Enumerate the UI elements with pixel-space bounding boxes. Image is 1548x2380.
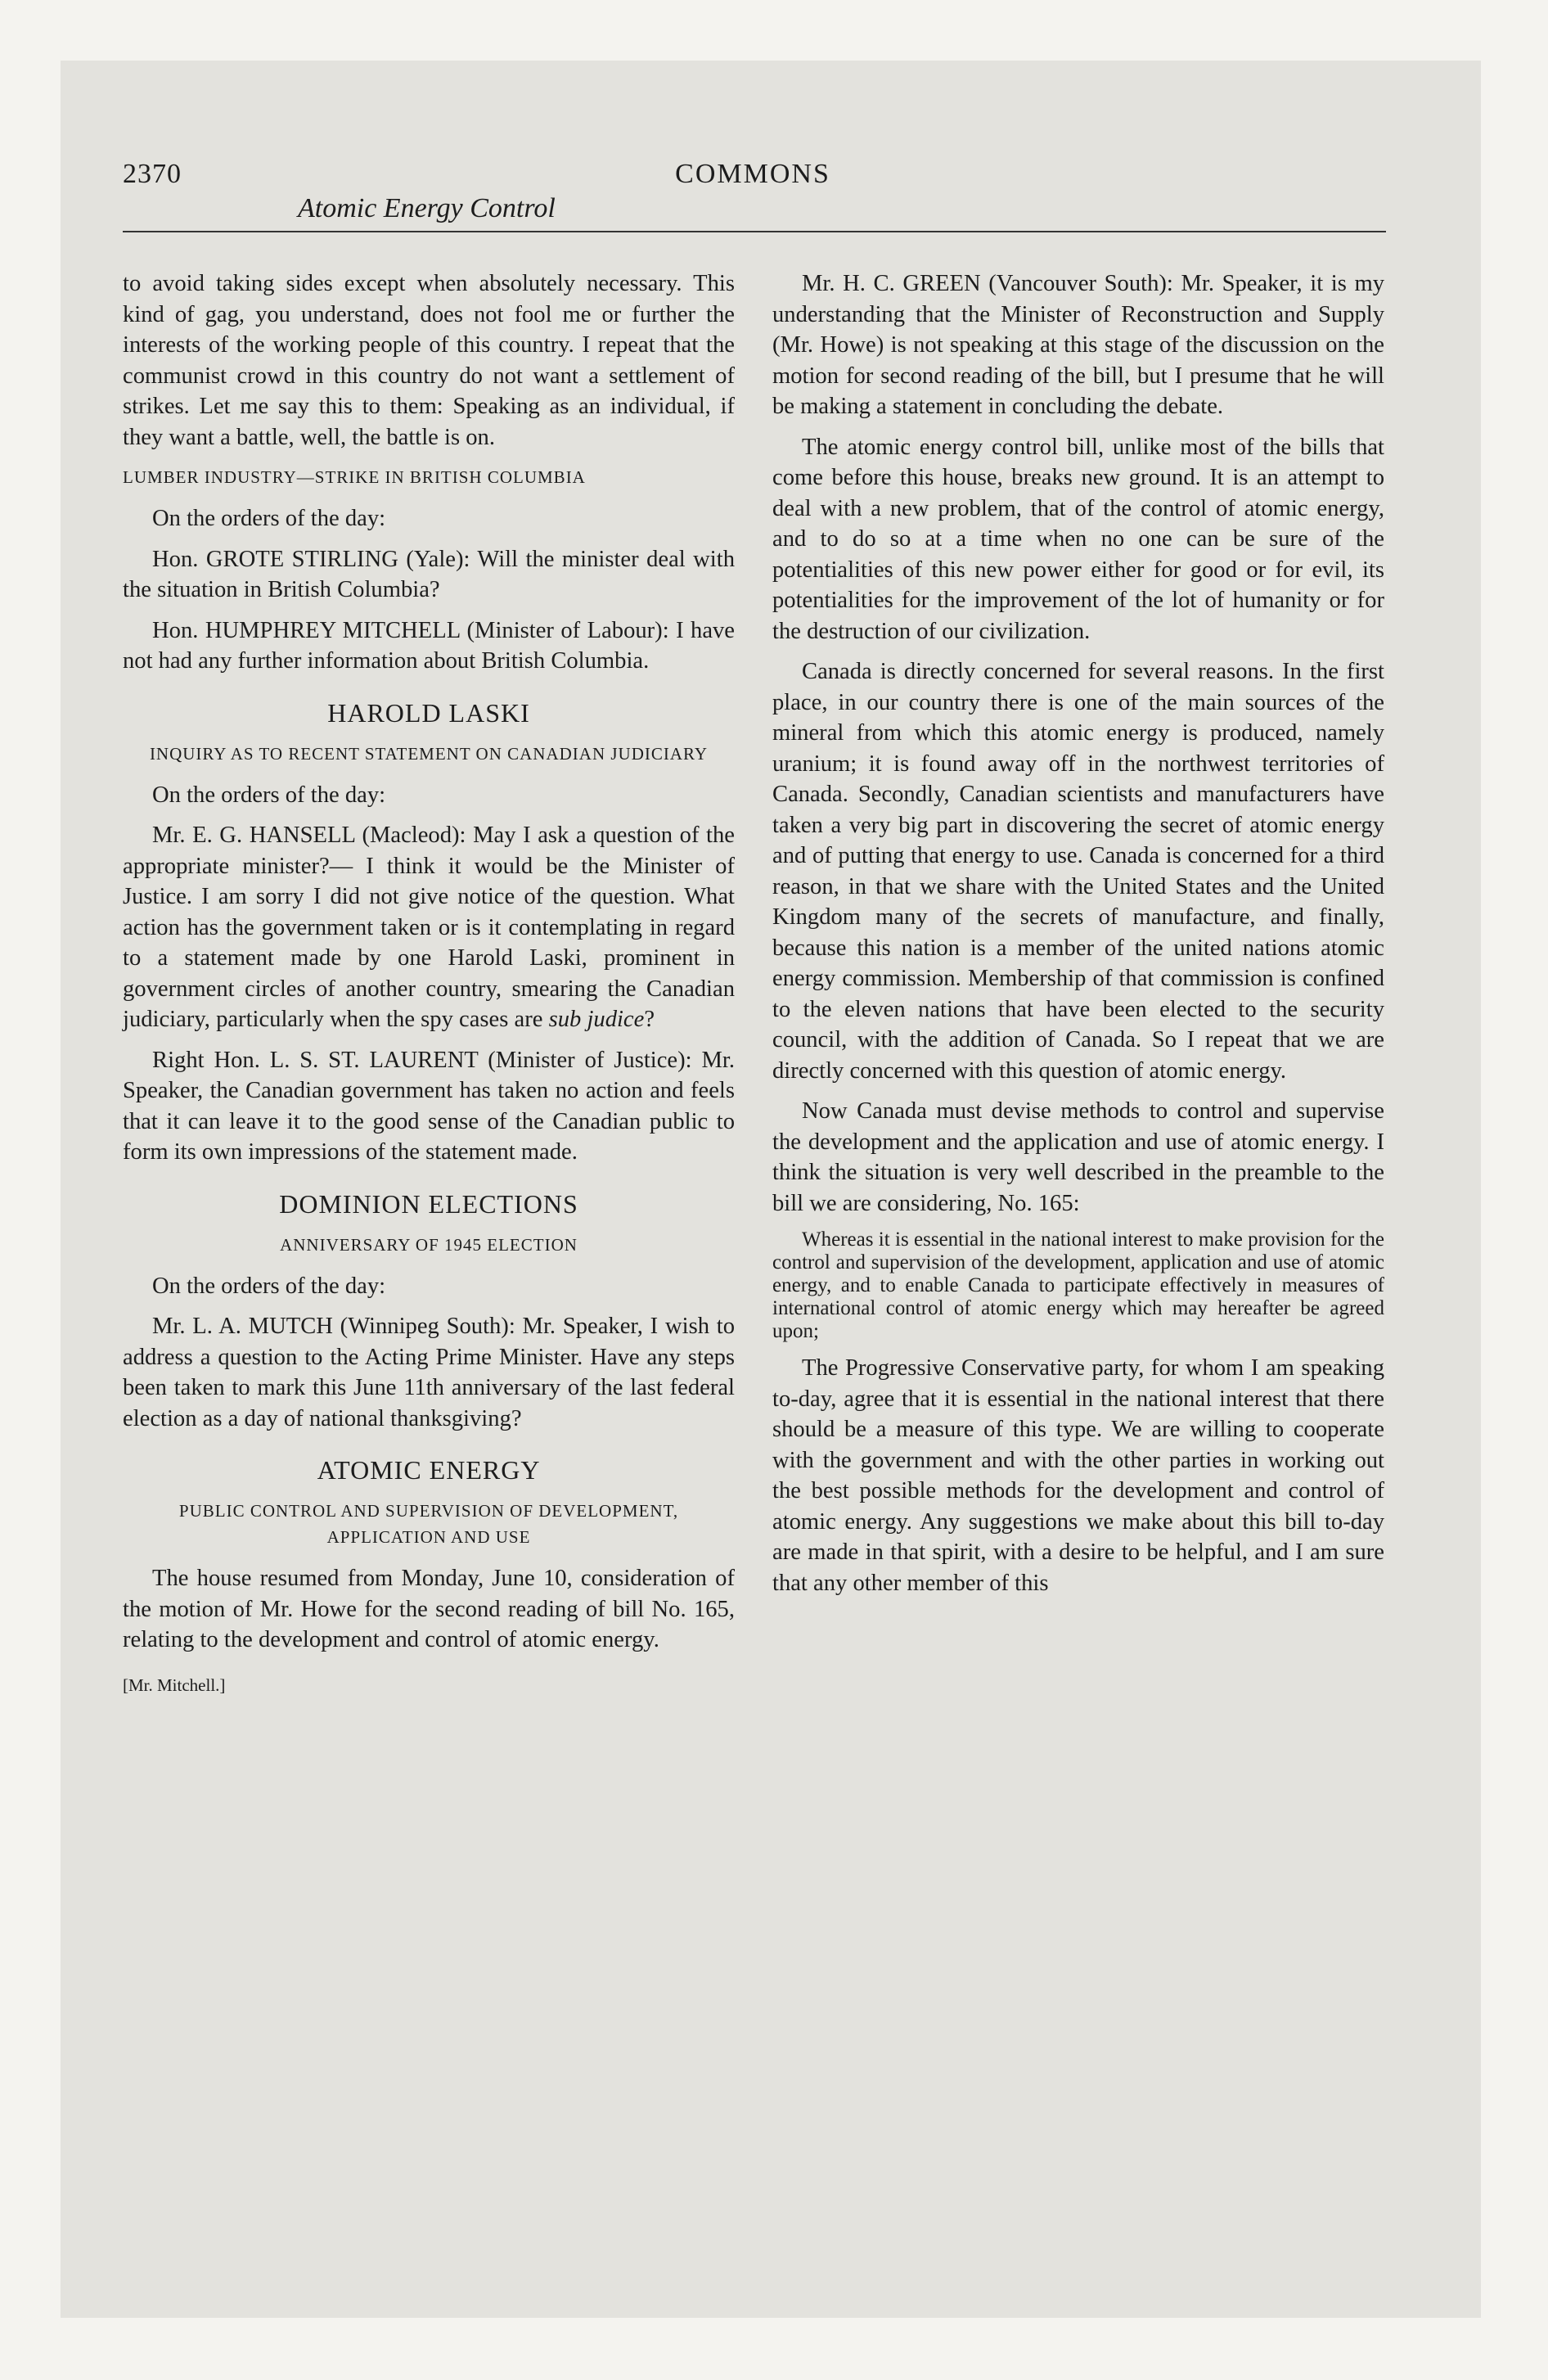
paragraph: Mr. H. C. GREEN (Vancouver South): Mr. Speaker, it is my understanding that the Minister of Reconstruction and Supply (Mr. Howe) is not speaking at this stage of the discussion on the motion for second reading of the bill, but I presume that he will be making a statement in concluding the debate. [772,271,1384,419]
section-name: COMMONS [675,159,830,189]
right-column [772,268,1384,1608]
left-column [123,268,735,1711]
paragraph: The house resumed from Monday, June 10, consideration of the motion of Mr. Howe for the second reading of bill No. 165, relating to the development and control of atomic energy. [123,1566,735,1652]
paragraph [123,820,735,1035]
section-heading: ATOMIC ENERGY [317,1455,541,1485]
page-number: 2370 [123,159,182,189]
orders-of-the-day: On the orders of the day: [152,506,386,531]
paragraph: Right Hon. L. S. ST. LAURENT (Minister of Justice): Mr. Speaker, the Canadian government has taken no action and feels that it can leave it to the good sense of the Canadian public to form its own impressions of the statement made. [123,1047,735,1165]
page-header [123,156,1383,237]
header-rule [123,231,1386,232]
speaker-attribution: [Mr. Mitchell.] [123,1675,226,1695]
paragraph: Canada is directly concerned for several reasons. In the first place, in our country there is one of the main sources of the mineral from which this atomic energy is produced, namely uranium; it is found away off in the northwest territories of Canada. Secondly, Canadian scientists and manufacturers have taken a very big part in discovering the secret of atomic energy and of putting that energy to use. Canada is concerned for a third reason, in that we share with the United States and the United Kingdom many of the secrets of manufacture, and finally, because this nation is a member of the united nations atomic energy commission. Membership of that commission is confined to the eleven nations that have been elected to the security council, with the addition of Canada. So I repeat that we are directly concerned with this question of atomic energy. [772,659,1384,1084]
section-heading: HAROLD LASKI [327,697,530,728]
paragraph-end: ? [644,1007,655,1032]
paragraph: The Progressive Conservative party, for whom I am speaking to-day, agree that it is essential in the national interest that there should be a measure of this type. We are willing to cooperate with the government and with the other parties in working out the best possible methods for the development and control of atomic energy. Any suggestions we make about this bill to-day are made in that spirit, with a desire to be helpful, and I am sure that any other member of this [772,1355,1384,1596]
orders-of-the-day: On the orders of the day: [152,1273,386,1299]
subheading: INQUIRY AS TO RECENT STATEMENT ON CANADIAN JUDICIARY [149,743,709,764]
paragraph: The atomic energy control bill, unlike most of the bills that come before this house, breaks new ground. It is an attempt to deal with a new problem, that of the control of atomic energy, and to do so at a time when no one can be sure of the potentialities of this new power either for good or for evil, its potentialities for the improvement of the lot of humanity or for the destruction of our civilization. [772,434,1384,644]
running-head: Atomic Energy Control [298,193,556,223]
paragraph: Hon. HUMPHREY MITCHELL (Minister of Labour): I have not had any further information about British Columbia. [123,617,735,674]
orders-of-the-day: On the orders of the day: [152,782,386,808]
paragraph: Hon. GROTE STIRLING (Yale): Will the minister deal with the situation in British Columbia? [123,546,735,602]
paragraph: Now Canada must devise methods to control and supervise the development and the application and use of atomic energy. I think the situation is very well described in the preamble to the bill we are considering, No. 165: [772,1098,1384,1216]
subheading: LUMBER INDUSTRY—STRIKE IN BRITISH COLUMBIA [123,467,586,487]
italic-phrase: sub judice [548,1007,645,1032]
subheading: ANNIVERSARY OF 1945 ELECTION [280,1234,578,1255]
subheading: PUBLIC CONTROL AND SUPERVISION OF DEVELOPMENT, APPLICATION AND USE [178,1501,679,1547]
paragraph-text: Mr. E. G. HANSELL (Macleod): May I ask a question of the appropriate minister?— I think it would be the Minister of Justice. I am sorry I did not give notice of the question. What action has the government taken or is it contemplating in regard to a statement made by one Harold Laski, prominent in government circles of another country, smearing the Canadian judiciary, particularly when the spy cases are [123,823,735,1032]
bill-preamble-quote: Whereas it is essential in the national interest to make provision for the control and supervision of the development, application and use of atomic energy, and to enable Canada to participate effectively in measures of international control of atomic energy which may hereafter be agreed upon; [772,1228,1384,1342]
paragraph: to avoid taking sides except when absolutely necessary. This kind of gag, you understand, does not fool me or further the interests of the working people of this country. I repeat that the communist crowd in this country do not want a settlement of strikes. Let me say this to them: Speaking as an individual, if they want a battle, well, the battle is on. [123,271,735,450]
paragraph: Mr. L. A. MUTCH (Winnipeg South): Mr. Speaker, I wish to address a question to the Acting Prime Minister. Have any steps been taken to mark this June 11th anniversary of the last federal election as a day of national thanksgiving? [123,1314,735,1431]
section-heading: DOMINION ELECTIONS [279,1188,578,1219]
